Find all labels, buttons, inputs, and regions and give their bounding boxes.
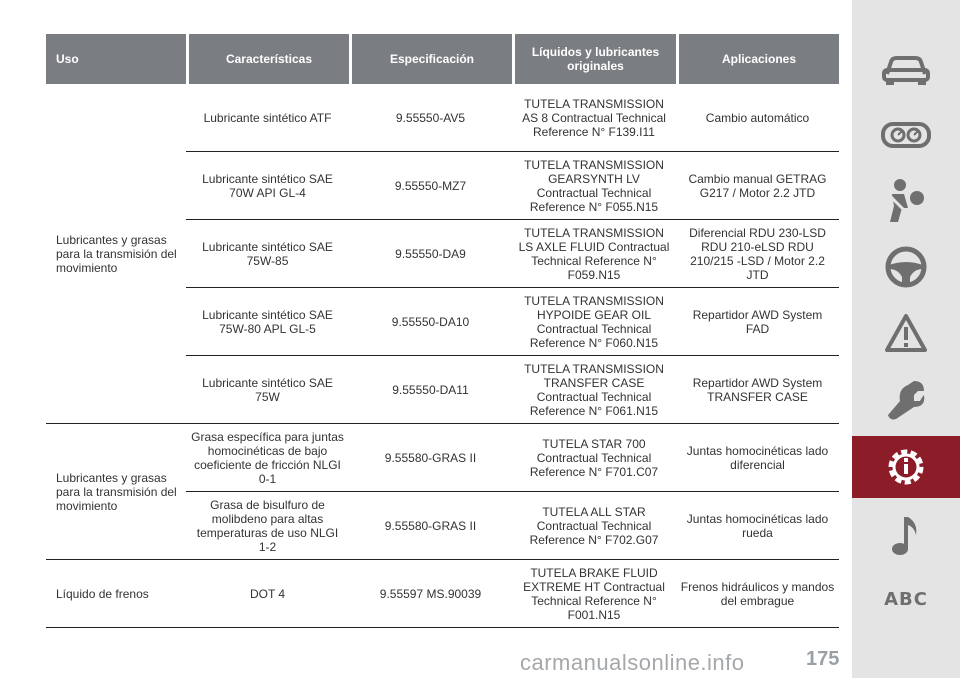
chapter-sidebar xyxy=(852,0,960,678)
watermark: carmanualsonline.info xyxy=(520,650,745,675)
fluid-cell: TUTELA TRANSMISSION LS AXLE FLUID Contractual Technical Reference N° F059.N15 xyxy=(512,220,676,288)
warning-triangle-icon xyxy=(884,313,928,353)
fluid-cell: TUTELA STAR 700 Contractual Technical Reference N° F701.C07 xyxy=(512,424,676,492)
feature-cell: Grasa específica para juntas homocinéticas de bajo coeficiente de fricción NLGI 0-1 xyxy=(186,424,349,492)
sidebar-item-warnings[interactable] xyxy=(852,302,960,364)
header-liquidos: Líquidos y lubricantes originales xyxy=(512,34,676,84)
table-header-row xyxy=(46,34,839,84)
feature-cell: Lubricante sintético ATF xyxy=(186,84,349,152)
application-cell: Repartidor AWD System TRANSFER CASE xyxy=(676,356,839,424)
use-cell: Lubricantes y grasas para la transmisión del movimiento xyxy=(46,84,186,424)
spec-cell: 9.55597 MS.90039 xyxy=(349,560,512,628)
application-cell: Diferencial RDU 230-LSD RDU 210-eLSD RDU 210/215 -LSD / Motor 2.2 JTD xyxy=(676,220,839,288)
feature-cell: DOT 4 xyxy=(186,560,349,628)
feature-cell: Lubricante sintético SAE 75W-80 APL GL-5 xyxy=(186,288,349,356)
application-cell: Repartidor AWD System FAD xyxy=(676,288,839,356)
application-cell: Cambio manual GETRAG G217 / Motor 2.2 JTD xyxy=(676,152,839,220)
page-number: 175 xyxy=(806,648,840,670)
application-cell: Cambio automático xyxy=(676,84,839,152)
feature-cell: Lubricante sintético SAE 70W API GL-4 xyxy=(186,152,349,220)
sidebar-item-car[interactable] xyxy=(852,38,960,100)
spec-cell: 9.55550-DA9 xyxy=(349,220,512,288)
feature-cell: Grasa de bisulfuro de molibdeno para altas temperaturas de uso NLGI 1-2 xyxy=(186,492,349,560)
fluid-cell: TUTELA TRANSMISSION AS 8 Contractual Technical Reference N° F139.I11 xyxy=(512,84,676,152)
music-note-icon xyxy=(888,513,924,557)
fluid-cell: TUTELA TRANSMISSION TRANSFER CASE Contractual Technical Reference N° F061.N15 xyxy=(512,356,676,424)
dashboard-gauge-icon xyxy=(881,120,931,150)
spec-cell: 9.55580-GRAS II xyxy=(349,492,512,560)
spec-cell: 9.55550-AV5 xyxy=(349,84,512,152)
table-row xyxy=(46,424,839,492)
spec-cell: 9.55550-DA11 xyxy=(349,356,512,424)
table-row xyxy=(46,560,839,628)
steering-wheel-icon xyxy=(884,245,928,289)
header-caracteristicas: Características xyxy=(186,34,349,84)
use-cell: Lubricantes y grasas para la transmisión del movimiento xyxy=(46,424,186,560)
spec-cell: 9.55580-GRAS II xyxy=(349,424,512,492)
sidebar-item-technical-data[interactable] xyxy=(852,436,960,498)
fluid-cell: TUTELA BRAKE FLUID EXTREME HT Contractual Technical Reference N° F001.N15 xyxy=(512,560,676,628)
sidebar-item-dashboard[interactable] xyxy=(852,104,960,166)
fluid-cell: TUTELA TRANSMISSION GEARSYNTH LV Contractual Technical Reference N° F055.N15 xyxy=(512,152,676,220)
spec-cell: 9.55550-MZ7 xyxy=(349,152,512,220)
application-cell: Juntas homocinéticas lado diferencial xyxy=(676,424,839,492)
header-aplicaciones: Aplicaciones xyxy=(676,34,839,84)
gear-info-icon xyxy=(882,443,930,491)
feature-cell: Lubricante sintético SAE 75W-85 xyxy=(186,220,349,288)
sidebar-item-maintenance[interactable] xyxy=(852,368,960,430)
application-cell: Frenos hidráulicos y mandos del embrague xyxy=(676,560,839,628)
application-cell: Juntas homocinéticas lado rueda xyxy=(676,492,839,560)
sidebar-item-index[interactable] xyxy=(852,568,960,630)
sidebar-item-multimedia[interactable] xyxy=(852,504,960,566)
car-icon xyxy=(881,52,931,86)
header-especificacion: Especificación xyxy=(349,34,512,84)
header-uso: Uso xyxy=(46,34,186,84)
fluid-cell: TUTELA ALL STAR Contractual Technical Reference N° F702.G07 xyxy=(512,492,676,560)
seatbelt-passenger-icon xyxy=(882,178,930,224)
wrench-icon xyxy=(884,377,928,421)
sidebar-item-safety[interactable] xyxy=(852,170,960,232)
table-row xyxy=(46,84,839,152)
spec-cell: 9.55550-DA10 xyxy=(349,288,512,356)
feature-cell: Lubricante sintético SAE 75W xyxy=(186,356,349,424)
fluid-cell: TUTELA TRANSMISSION HYPOIDE GEAR OIL Contractual Technical Reference N° F060.N15 xyxy=(512,288,676,356)
abc-index-label: ABC xyxy=(884,588,928,610)
sidebar-item-driving[interactable] xyxy=(852,236,960,298)
lubricants-table xyxy=(46,34,839,628)
use-cell: Líquido de frenos xyxy=(46,560,186,628)
